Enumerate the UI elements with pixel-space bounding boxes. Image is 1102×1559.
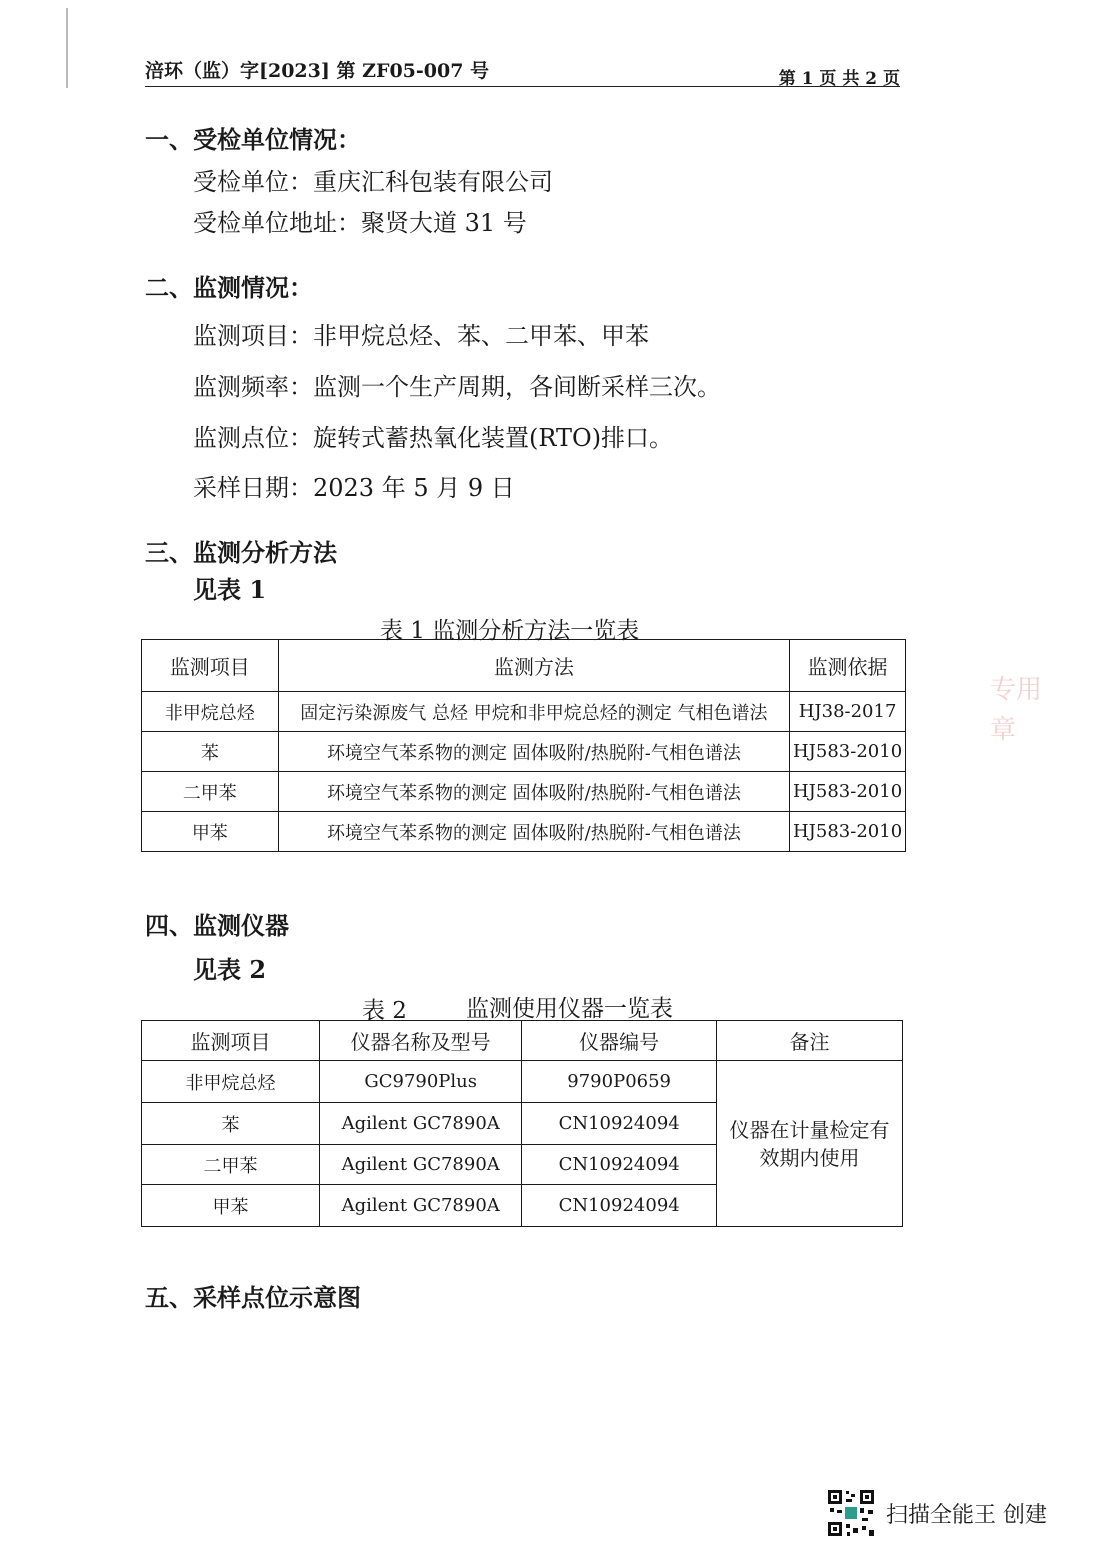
monitoring-point: [193, 418, 673, 453]
table-row: [142, 1061, 903, 1103]
section-5-title: 五、采样点位示意图: [145, 1283, 361, 1312]
qr-code-icon: [826, 1488, 876, 1538]
table-cell: CN10924094: [522, 1185, 717, 1227]
table-cell: 苯: [142, 732, 279, 772]
table-cell: 甲苯: [142, 1185, 320, 1227]
section-1-title: 一、受检单位情况：: [145, 125, 361, 154]
sampling-date-value: 2023 年 5 月 9 日: [313, 474, 515, 502]
monitoring-items: [193, 316, 649, 351]
page-info: 第 1 页 共 2 页: [778, 69, 900, 89]
table-2-caption-title: 监测使用仪器一览表: [466, 996, 673, 1022]
see-table-1: 见表 1: [193, 575, 267, 604]
table-cell: 环境空气苯系物的测定 固体吸附/热脱附-气相色谱法: [278, 772, 790, 812]
sampling-date-label: 采样日期：: [193, 474, 313, 502]
inspected-address-value: 聚贤大道 31 号: [361, 209, 527, 237]
scanner-watermark: [826, 1488, 1076, 1538]
table-cell: 环境空气苯系物的测定 固体吸附/热脱附-气相色谱法: [278, 732, 790, 772]
monitoring-items-value: 非甲烷总烃、苯、二甲苯、甲苯: [313, 322, 649, 350]
table-cell: 苯: [142, 1103, 320, 1145]
monitoring-frequency-label: 监测频率：: [193, 373, 313, 401]
table-cell: 二甲苯: [142, 772, 279, 812]
table-cell: HJ583-2010: [790, 732, 906, 772]
col-header: 仪器编号: [522, 1021, 717, 1061]
sampling-date: [193, 468, 515, 503]
table-2-caption-number: 表 2: [362, 998, 407, 1024]
table-row: [142, 692, 906, 732]
table-cell: CN10924094: [522, 1145, 717, 1185]
table-cell: CN10924094: [522, 1103, 717, 1145]
monitoring-frequency-value: 监测一个生产周期，各间断采样三次。: [313, 373, 721, 401]
table-cell: 非甲烷总烃: [142, 692, 279, 732]
table-cell: Agilent GC7890A: [319, 1103, 521, 1145]
table-cell: HJ583-2010: [790, 772, 906, 812]
table-cell: HJ583-2010: [790, 812, 906, 852]
official-seal-fragment: 专用章: [990, 675, 1043, 745]
table-row: [142, 812, 906, 852]
table-header-row: [142, 640, 906, 692]
section-4-title: 四、监测仪器: [145, 911, 289, 940]
analysis-method-table: [141, 639, 906, 852]
table-cell: HJ38-2017: [790, 692, 906, 732]
table-cell: GC9790Plus: [319, 1061, 521, 1103]
instrument-table: [141, 1020, 903, 1227]
page-header: [145, 56, 900, 87]
page-edge: [66, 8, 68, 88]
table-cell: 二甲苯: [142, 1145, 320, 1185]
col-header: 监测项目: [142, 640, 279, 692]
table-cell: 固定污染源废气 总烃 甲烷和非甲烷总烃的测定 气相色谱法: [278, 692, 790, 732]
col-header: 备注: [716, 1021, 902, 1061]
scanner-credit: 扫描全能王 创建: [886, 1503, 1047, 1528]
table-row: [142, 772, 906, 812]
section-2-title: 二、监测情况：: [145, 273, 313, 302]
table-cell: 非甲烷总烃: [142, 1061, 320, 1103]
col-header: 监测依据: [790, 640, 906, 692]
table-cell: Agilent GC7890A: [319, 1185, 521, 1227]
table-header-row: [142, 1021, 903, 1061]
remark-cell: 仪器在计量检定有效期内使用: [716, 1061, 902, 1227]
table-cell: 甲苯: [142, 812, 279, 852]
col-header: 监测方法: [278, 640, 790, 692]
monitoring-point-value: 旋转式蓄热氧化装置(RTO)排口。: [313, 424, 674, 452]
table-cell: 环境空气苯系物的测定 固体吸附/热脱附-气相色谱法: [278, 812, 790, 852]
monitoring-frequency: [193, 367, 721, 402]
table-cell: 9790P0659: [522, 1061, 717, 1103]
table-row: [142, 732, 906, 772]
section-3-title: 三、监测分析方法: [145, 538, 337, 567]
monitoring-point-label: 监测点位：: [193, 424, 313, 452]
report-number: 涪环（监）字[2023] 第 ZF05-007 号: [145, 60, 490, 82]
inspected-address-label: 受检单位地址：: [193, 209, 361, 237]
monitoring-items-label: 监测项目：: [193, 322, 313, 350]
inspected-unit: [193, 162, 553, 197]
table-1-caption: 表 1 监测分析方法一览表: [380, 618, 640, 644]
inspected-unit-value: 重庆汇科包装有限公司: [313, 168, 553, 196]
see-table-2: 见表 2: [193, 955, 267, 984]
col-header: 仪器名称及型号: [319, 1021, 521, 1061]
col-header: 监测项目: [142, 1021, 320, 1061]
inspected-unit-label: 受检单位：: [193, 168, 313, 196]
inspected-address: [193, 203, 527, 238]
table-cell: Agilent GC7890A: [319, 1145, 521, 1185]
